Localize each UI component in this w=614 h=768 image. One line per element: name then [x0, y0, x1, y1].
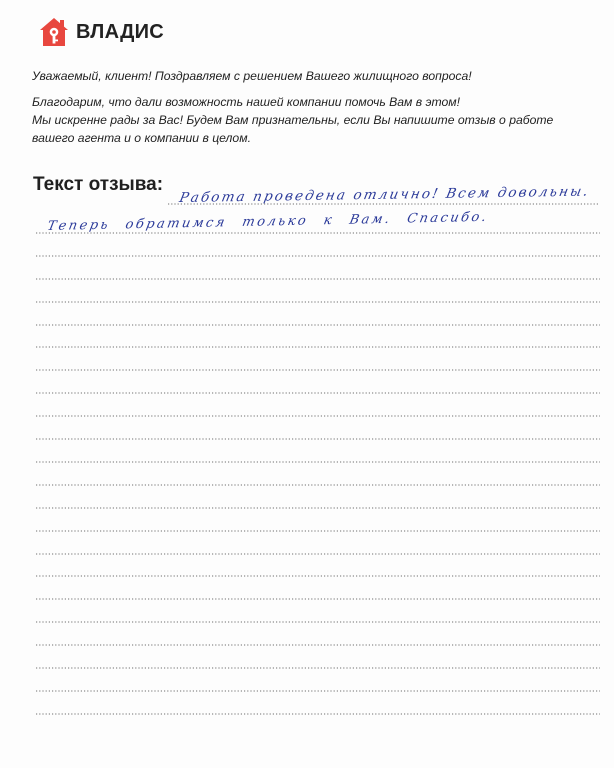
thanks-line-2: Мы искренне рады за Вас! Будем Вам признательны, если Вы напишите отзыв о работе	[32, 113, 554, 127]
brand-name: ВЛАДИС	[76, 20, 165, 43]
thanks-line-1: Благодарим, что дали возможность нашей компании помочь Вам в этом!	[32, 95, 461, 109]
handwritten-review-line-1: Работа проведена отлично! Всем довольны.	[178, 183, 592, 206]
greeting-text: Уважаемый, клиент! Поздравляем с решением Вашего жилищного вопроса!	[32, 69, 472, 83]
handwritten-review-line-2: Теперь обратимся только к Вам. Спасибо.	[46, 209, 490, 234]
review-label: Текст отзыва:	[33, 174, 164, 195]
thanks-line-3: вашего агента и о компании в целом.	[32, 131, 251, 145]
